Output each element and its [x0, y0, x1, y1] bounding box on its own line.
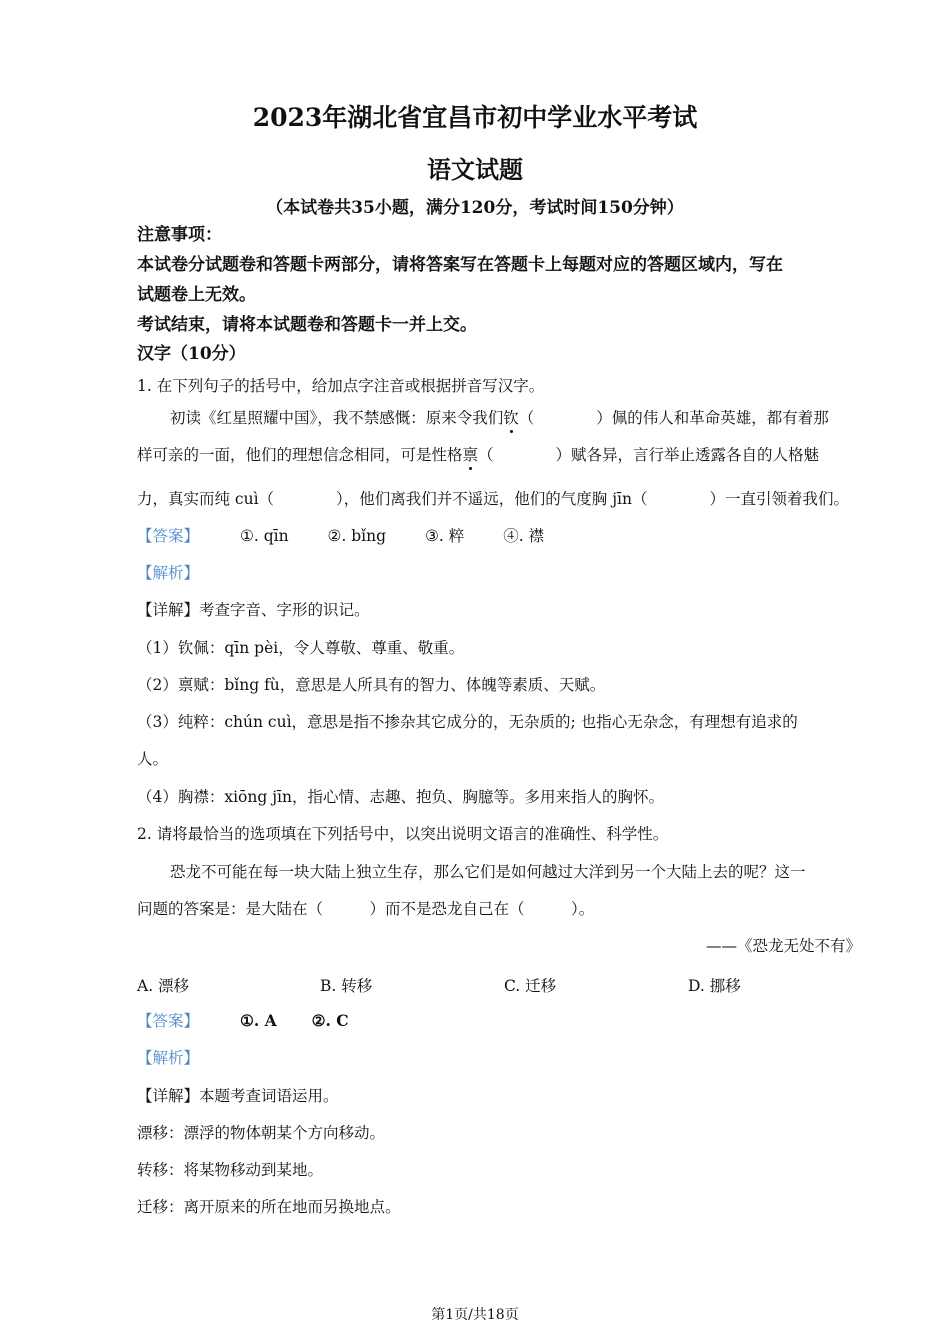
page-number: 第1页/共18页 [431, 1307, 519, 1323]
analysis-label: 【解析】 [137, 1049, 200, 1067]
answer-item: ①. A [239, 1011, 277, 1030]
detail-line: 迁移：离开原来的所在地而另换地点。 [137, 1198, 401, 1216]
subject-title: 语文试题 [427, 155, 523, 184]
q2-passage-line: 问题的答案是：是大陆在（ ）而不是恐龙自己在（ ）。 [137, 900, 595, 918]
answer-item: ③. 粹 [425, 527, 465, 545]
q2-stem: 2. 请将最恰当的选项填在下列括号中，以突出说明文语言的准确性、科学性。 [137, 825, 669, 843]
q2-source: ——《恐龙无处不有》 [705, 937, 861, 955]
exam-title: 2023年湖北省宜昌市初中学业水平考试 [252, 103, 698, 132]
option-b: B. 转移 [320, 977, 373, 995]
answer-label: 【答案】 [137, 1012, 200, 1030]
answer-label: 【答案】 [137, 527, 200, 545]
detail-line: 【详解】考查字音、字形的识记。 [137, 601, 370, 619]
notice-line: 本试卷分试题卷和答题卡两部分，请将答案写在答题卡上每题对应的答题区域内，写在 [137, 255, 783, 275]
detail-line: 人。 [137, 750, 169, 768]
q1-stem: 1. 在下列句子的括号中，给加点字注音或根据拼音写汉字。 [137, 377, 545, 395]
q1-passage-line: 力，真实而纯 cuì（ ），他们离我们并不遥远，他们的气度胸 jīn（ ）一直引领着我们。 [137, 490, 849, 508]
section-heading: 汉字（10分） [137, 344, 246, 364]
detail-line: 转移：将某物移动到某地。 [137, 1161, 324, 1179]
detail-line: （2）禀赋：bǐng fù，意思是人所具有的智力、体魄等素质、天赋。 [137, 676, 606, 694]
notice-heading: 注意事项： [137, 225, 222, 245]
option-a: A. 漂移 [137, 977, 190, 995]
dotted-char: 钦 [503, 409, 519, 427]
analysis-label: 【解析】 [137, 564, 200, 582]
answer-item: ①. qīn [239, 527, 289, 545]
answer-item: ②. C [311, 1011, 349, 1030]
dotted-char: 禀 [462, 446, 479, 464]
q1-passage-line: 初读《红星照耀中国》，我不禁感慨：原来令我们钦（ ）佩的伟人和革命英雄，都有着那 [170, 409, 829, 427]
answer-item: ④. 襟 [503, 527, 545, 545]
q1-answer-row [137, 526, 861, 546]
notice-line: 试题卷上无效。 [137, 285, 256, 305]
q1-passage-line: 样可亲的一面，他们的理想信念相同，可是性格禀（ ）赋各异，言行举止透露各自的人格魅 [137, 446, 820, 464]
exam-info: （本试卷共35小题，满分120分，考试时间150分钟） [266, 198, 684, 218]
q2-passage-line: 恐龙不可能在每一块大陆上独立生存，那么它们是如何越过大洋到另一个大陆上去的呢？这一 [170, 863, 806, 881]
detail-line: 漂移：漂浮的物体朝某个方向移动。 [137, 1124, 386, 1142]
answer-item: ②. bǐng [327, 527, 387, 545]
option-d: D. 挪移 [688, 977, 741, 995]
detail-line: （4）胸襟：xiōng jīn，指心情、志趣、抱负、胸臆等。多用来指人的胸怀。 [137, 788, 664, 806]
q2-answer-row [137, 1011, 861, 1031]
detail-line: （1）钦佩：qīn pèi，令人尊敬、尊重、敬重。 [137, 639, 465, 657]
detail-line: 【详解】本题考查词语运用。 [137, 1087, 339, 1105]
detail-line: （3）纯粹：chún cuì，意思是指不掺杂其它成分的，无杂质的; 也指心无杂念，有理想有追求的 [137, 713, 798, 731]
notice-line: 考试结束，请将本试题卷和答题卡一并上交。 [137, 315, 477, 335]
option-c: C. 迁移 [504, 977, 557, 995]
